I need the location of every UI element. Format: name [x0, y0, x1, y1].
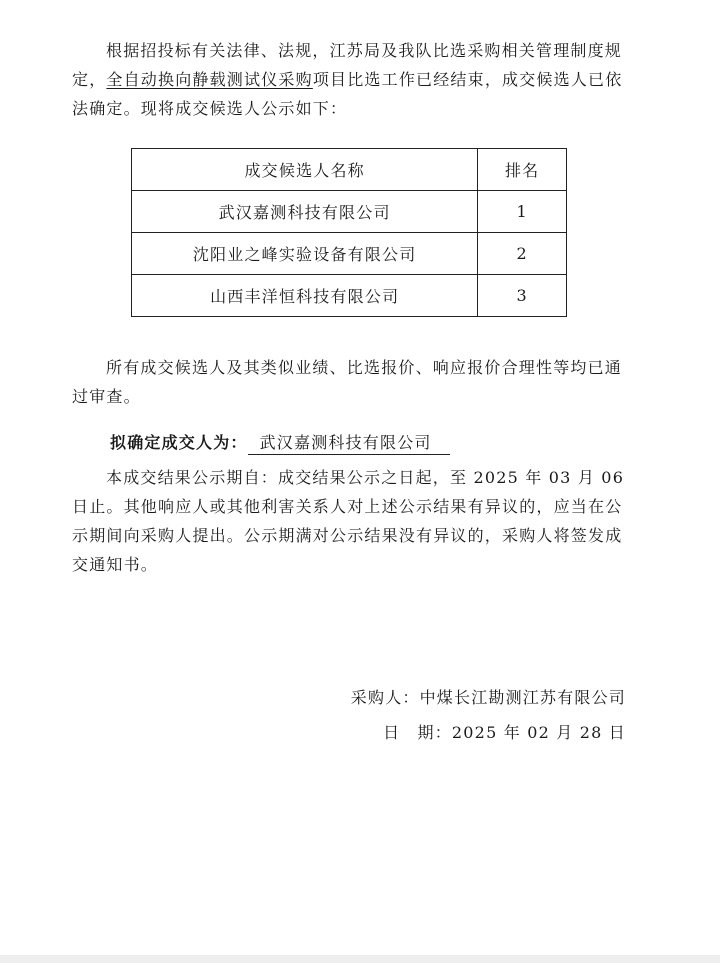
signature-date: 日 期：2025 年 02 月 28 日 [383, 723, 626, 742]
candidate-name: 武汉嘉测科技有限公司 [132, 191, 478, 233]
winner-label: 拟确定成交人为： [110, 433, 248, 452]
project-name: 全自动换向静载测试仪采购 [106, 70, 313, 89]
candidate-rank: 3 [478, 275, 567, 317]
table-row [132, 191, 567, 233]
header-name: 成交候选人名称 [132, 149, 478, 191]
candidate-rank: 2 [478, 233, 567, 275]
table-row [132, 275, 567, 317]
intro-text-2: 项目比选工作已经结束，成交候选人已依法确定。现将成交候选人公示如下： [72, 70, 623, 118]
candidate-table [131, 148, 567, 317]
winner-value: 武汉嘉测科技有限公司 [248, 432, 450, 455]
table-header-row [132, 149, 567, 191]
table-row [132, 233, 567, 275]
header-rank: 排名 [478, 149, 567, 191]
intro-text-1: 根据招投标有关法律、法规，江苏局及我队比选采购相关管理制度规定， [72, 41, 623, 89]
candidate-name: 山西丰洋恒科技有限公司 [132, 275, 478, 317]
period-paragraph: 本成交结果公示期自：成交结果公示之日起，至 2025 年 03 月 06 日止。其他响应人或其他利害关系人对上述公示结果有异议的，应当在公示期间向采购人提出。公示期满对公示结果没有异议的，采购人将签发成交通知书。 [72, 468, 625, 574]
purchaser-signature: 采购人：中煤长江勘测江苏有限公司 [350, 688, 626, 707]
candidate-rank: 1 [478, 191, 567, 233]
page-bottom-strip [0, 955, 720, 963]
review-paragraph: 所有成交候选人及其类似业绩、比选报价、响应报价合理性等均已通过审查。 [72, 358, 623, 406]
winner-line [110, 428, 450, 457]
intro-paragraph [72, 36, 632, 123]
candidate-name: 沈阳业之峰实验设备有限公司 [132, 233, 478, 275]
